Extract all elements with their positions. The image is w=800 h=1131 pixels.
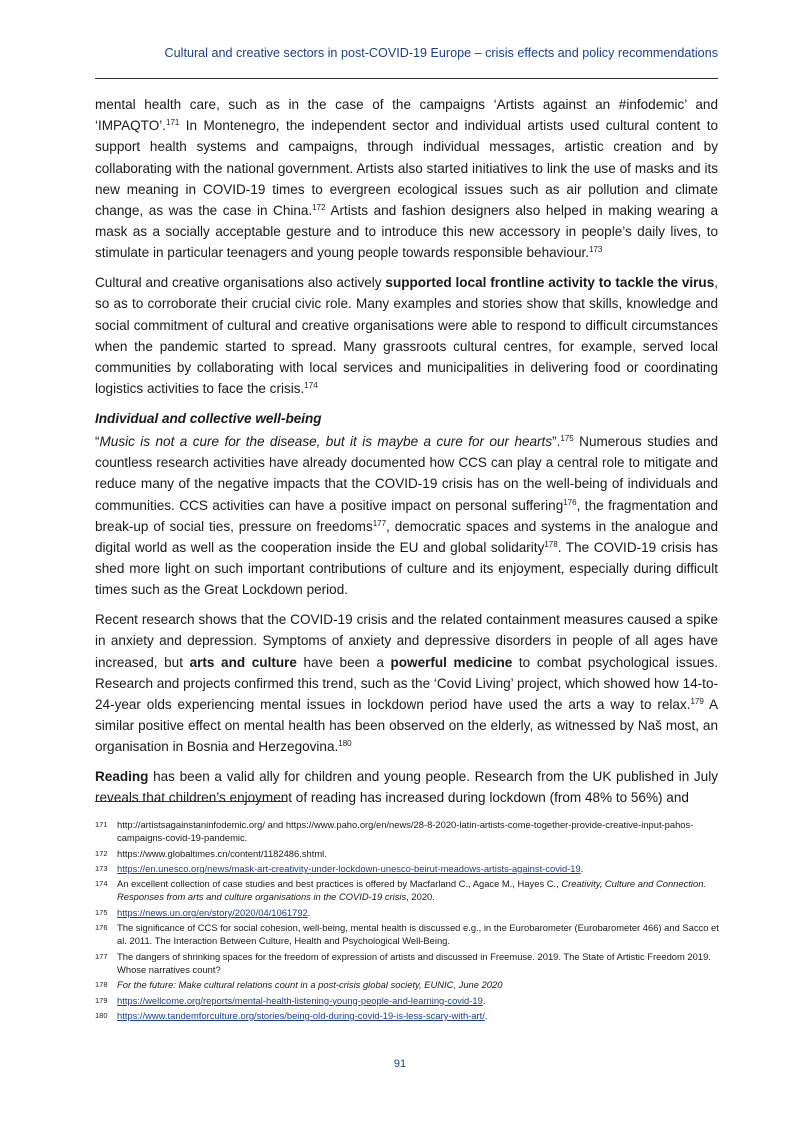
paragraph: mental health care, such as in the case of the campaigns ‘Artists against an #infodemic’ and ‘IMPAQTO’.$^{171}$ In Montenegro, the independent sector and individual artists used cultural content to support health systems and campaigns, through individual messages, artistic creation and by collaborating with the national government. Artists also started initiatives to link the use of masks and its new meaning in COVID-19 times to evergreen ecological issues such as air pollution and climate change, as was the case in China.$^{172}$ Artists and fashion designers also helped in making wearing a mask as a socially acceptable gesture and to introduce this new accessory in people’s daily lives, to stimulate in particular teenagers and young people towards responsible behaviour.$^{173}$	[95, 97, 718, 261]
footnote-ref[interactable]: 173	[589, 245, 603, 255]
paragraph: “Music is not a cure for the disease, but it is maybe a cure for our hearts”.$^{175}$ Numerous studies and countless research activities have already documented how CCS can play a central role to mitigate and reduce many of the negative impacts that the COVID-19 crisis has on the well-being of individuals and communities. CCS activities can have a positive impact on personal suffering$^{176}$, the fragmentation and break-up of social ties, pressure on freedoms$^{177}$, democratic spaces and systems in the analogue and digital world as well as the cooperation inside the EU and global solidarity$^{178}$. The COVID-19 crisis has shed more light on such important contributions of culture and its enjoyment, especially during difficult times such as the Great Lockdown period.	[95, 434, 719, 598]
footnote-ref[interactable]: 174	[304, 381, 318, 391]
footnote-item: 174 An excellent collection of case studies and best practices is offered by Macfarland C., Agace M., Hayes C., Creativity, Culture and Connection. Responses from arts and culture organisations in the COVID-19 crisis, 2020.	[95, 878, 707, 903]
footnote-item: 178 For the future: Make cultural relations count in a post-crisis global society, EUNIC, June 2020	[95, 979, 503, 991]
footnote-link[interactable]: https://www.tandemforculture.org/stories/being-old-during-covid-19-is-less-scary-with-art/	[117, 1009, 485, 1021]
footnote-item: 177 The dangers of shrinking spaces for the freedom of expression of artists and discussed in Freemuse. 2019. The State of Artistic Freedom 2019. Whose narratives count?	[95, 950, 711, 975]
footnote-ref[interactable]: 180	[338, 739, 352, 749]
page-number: 91	[393, 1058, 407, 1070]
footnote-ref[interactable]: 178	[544, 540, 558, 550]
footnote-link[interactable]: https://en.unesco.org/news/mask-art-creativity-under-lockdown-unesco-beirut-meadows-artists-against-covid-19	[117, 862, 581, 874]
footnote-ref[interactable]: 176	[563, 497, 577, 507]
paragraph: Reading has been a valid ally for children and young people. Research from the UK published in July reveals that children’s enjoyment of reading has increased during lockdown (from 48% to 56%) and	[95, 769, 718, 806]
footnote-ref[interactable]: 175	[560, 434, 574, 444]
footnote-ref[interactable]: 171	[166, 118, 180, 128]
footnote-link[interactable]: https://news.un.org/en/story/2020/04/1061792	[117, 906, 308, 918]
footnotes	[95, 818, 725, 1024]
running-header: Cultural and creative sectors in post-COVID-19 Europe – crisis effects and policy recommendations	[164, 46, 718, 60]
footnote-item: 176 The significance of CCS for social cohesion, well-being, mental health is discussed e.g., in the Eurobarometer (Eurobarometer 466) and Sacco et al. 2011. The Interaction Between Culture, Health and Psychological Well-Being.	[95, 922, 719, 947]
footnote-item: 180 https://www.tandemforculture.org/stories/being-old-during-covid-19-is-less-scary-with-art/.	[95, 1009, 488, 1021]
section-heading: Individual and collective well-being	[95, 410, 322, 426]
footnote-item: 179 https://wellcome.org/reports/mental-health-listening-young-people-and-learning-covid-19.	[95, 994, 486, 1006]
footnote-link[interactable]: https://wellcome.org/reports/mental-health-listening-young-people-and-learning-covid-19	[117, 994, 483, 1006]
footnote-item: 173 https://en.unesco.org/news/mask-art-creativity-under-lockdown-unesco-beirut-meadows-artists-against-covid-19.	[95, 862, 584, 874]
main-content	[95, 94, 718, 817]
footnote-ref[interactable]: 172	[312, 203, 326, 213]
footnote-divider	[95, 801, 287, 802]
header-divider	[95, 78, 718, 79]
paragraph: Recent research shows that the COVID-19 crisis and the related containment measures caused a spike in anxiety and depression. Symptoms of anxiety and depressive disorders in people of all ages have increased, but arts and culture have been a powerful medicine to combat psychological issues. Research and projects confirmed this trend, such as the ‘Covid Living’ project, which showed how 14-to-24-year olds experiencing mental issues in lockdown period have used the arts a way to relax.$^{179}$ A similar positive effect on mental health has been observed on the elderly, as witnessed by Naš most, an organisation in Bosnia and Herzegovina.$^{180}$	[95, 612, 718, 755]
footnote-ref[interactable]: 177	[372, 518, 387, 528]
footnote-item: 175 https://news.un.org/en/story/2020/04/1061792.	[95, 906, 311, 918]
footnote-item: 172 https://www.globaltimes.cn/content/1182486.shtml.	[95, 847, 327, 859]
footnote-item: 171 http://artistsagainstaninfodemic.org/ and https://www.paho.org/en/news/28-8-2020-latin-artists-come-together-provide-creative-input-pahos-campaigns-covid-19-pandemic.	[95, 819, 694, 844]
footnote-ref[interactable]: 179	[690, 696, 704, 706]
paragraph: Cultural and creative organisations also actively supported local frontline activity to tackle the virus, so as to corroborate their crucial civic role. Many examples and stories show that skills, knowledge and social commitment of cultural and creative organisations were able to respond to difficult circumstances when the pandemic started to spread. Many grassroots cultural centres, for example, served local communities by collaborating with local services and municipalities in delivering food or coordinating logistics activities to face the crisis.$^{174}$	[95, 275, 718, 397]
